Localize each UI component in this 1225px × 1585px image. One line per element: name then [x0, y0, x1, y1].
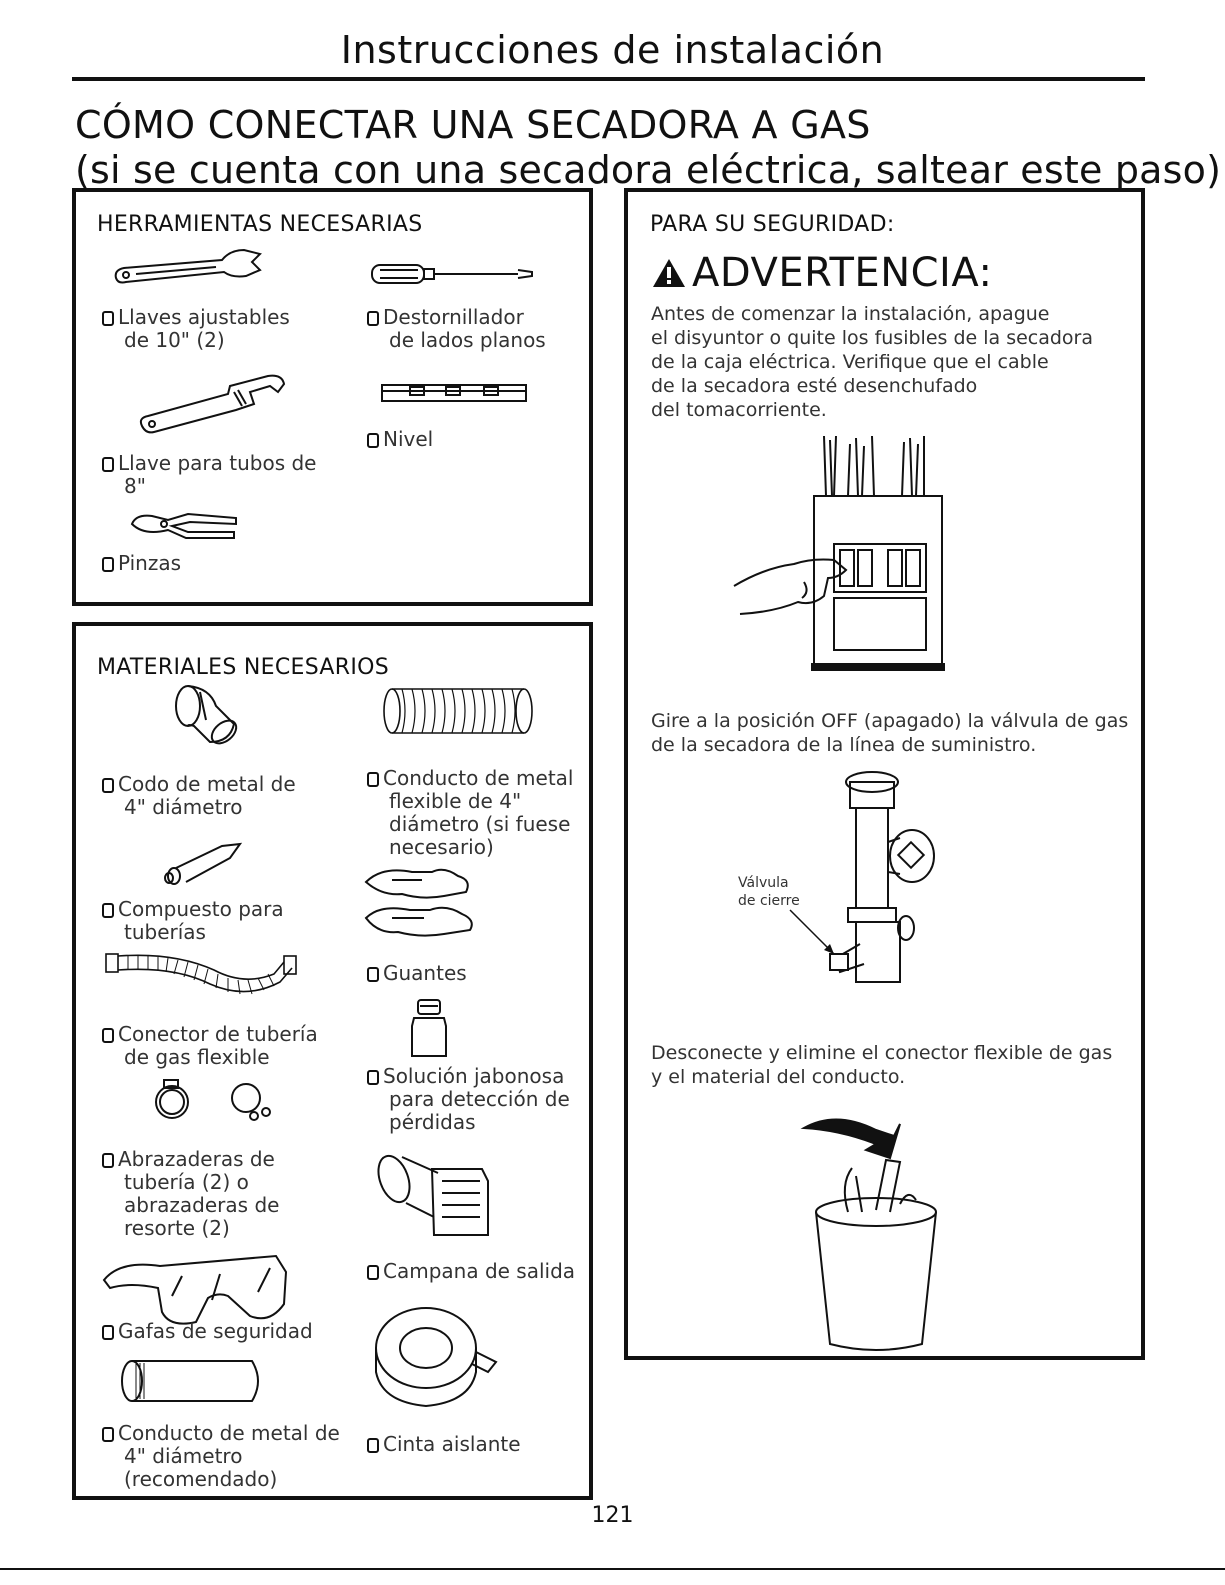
material-clamps [102, 1148, 279, 1240]
breaker-panel-hand-icon [734, 436, 948, 672]
item-label: Conector de tubería [118, 1022, 318, 1046]
item-label: tuberías [124, 920, 206, 944]
pliers-icon [128, 508, 240, 540]
checkbox-icon[interactable] [102, 1427, 114, 1442]
text-line: y el material del conducto. [651, 1066, 906, 1088]
item-label: Campana de salida [383, 1259, 576, 1283]
materials-heading: MATERIALES NECESARIOS [97, 655, 389, 680]
item-label: abrazaderas de [124, 1193, 280, 1217]
text-line: el disyuntor o quite los fusibles de la secadora [651, 327, 1094, 349]
item-label: Compuesto para [118, 897, 284, 921]
item-label: Abrazaderas de [118, 1147, 275, 1171]
pipe-compound-tube-icon [160, 842, 242, 886]
page-subtitle: (si se cuenta con una secadora eléctrica, saltear este paso) [75, 148, 1222, 192]
item-label: resorte (2) [124, 1216, 230, 1240]
warning-text [651, 302, 1093, 422]
material-safety-goggles [102, 1320, 313, 1343]
item-label: 8" [124, 474, 146, 498]
page-header-title: Instrucciones de instalación [340, 28, 885, 72]
text-line: de la secadora de la línea de suministro. [651, 734, 1037, 756]
soap-solution-bottle-icon [400, 996, 458, 1060]
item-label: Nivel [383, 427, 434, 451]
pipe-wrench-icon [138, 372, 288, 434]
item-label: Solución jabonosa [383, 1064, 565, 1088]
checkbox-icon[interactable] [102, 903, 114, 918]
checkbox-icon[interactable] [367, 433, 379, 448]
checkbox-icon[interactable] [367, 772, 379, 787]
flexible-gas-connector-icon [104, 950, 298, 1002]
safety-heading: PARA SU SEGURIDAD: [650, 212, 895, 237]
item-label: de 10" (2) [124, 328, 225, 352]
material-rigid-duct [102, 1422, 340, 1491]
item-label: Pinzas [118, 551, 182, 575]
text-line: Antes de comenzar la instalación, apague [651, 303, 1050, 325]
gas-valve-instruction [651, 709, 1128, 757]
material-gas-connector [102, 1023, 318, 1069]
item-label: Codo de metal de [118, 772, 296, 796]
item-label: Destornillador [383, 305, 524, 329]
text-line: de la secadora esté desenchufado [651, 375, 978, 397]
item-label: Guantes [383, 961, 467, 985]
material-flexible-duct [367, 767, 573, 859]
material-pipe-compound [102, 898, 284, 944]
checkbox-icon[interactable] [102, 778, 114, 793]
tool-pliers [102, 552, 181, 575]
item-label: tubería (2) o [124, 1170, 249, 1194]
checkbox-icon[interactable] [367, 967, 379, 982]
item-label: 4" diámetro [124, 1444, 243, 1468]
item-label: de gas flexible [124, 1045, 270, 1069]
gloves-icon [362, 866, 480, 938]
tool-adjustable-wrench [102, 306, 290, 352]
warning-title: ADVERTENCIA: [692, 250, 993, 296]
warning-triangle-icon [651, 257, 687, 289]
checkbox-icon[interactable] [102, 1325, 114, 1340]
disconnect-instruction [651, 1041, 1112, 1089]
item-label: Conducto de metal [383, 766, 574, 790]
adjustable-wrench-icon [112, 246, 262, 291]
checkbox-icon[interactable] [102, 1153, 114, 1168]
checkbox-icon[interactable] [102, 457, 114, 472]
tool-screwdriver [367, 306, 546, 352]
item-label: Llave para tubos de [118, 451, 317, 475]
screwdriver-icon [370, 262, 535, 286]
material-soap-solution [367, 1065, 570, 1134]
valve-callout-label [738, 874, 800, 910]
flexible-duct-icon [382, 686, 534, 736]
item-label: Gafas de seguridad [118, 1319, 313, 1343]
checkbox-icon[interactable] [102, 311, 114, 326]
page-title: CÓMO CONECTAR UNA SECADORA A GAS [75, 103, 871, 147]
text-line: Válvula [738, 875, 789, 891]
page-bottom-rule [0, 1568, 1225, 1570]
item-label: necesario) [389, 835, 494, 859]
trash-can-icon [796, 1104, 956, 1354]
item-label: Conducto de metal de [118, 1421, 340, 1445]
page-number: 121 [591, 1503, 634, 1528]
exhaust-hood-icon [372, 1145, 492, 1243]
checkbox-icon[interactable] [367, 1438, 379, 1453]
text-line: Gire a la posición OFF (apagado) la válvula de gas [651, 710, 1129, 732]
tool-pipe-wrench [102, 452, 316, 498]
item-label: flexible de 4" [389, 789, 522, 813]
checkbox-icon[interactable] [367, 1070, 379, 1085]
rigid-duct-icon [118, 1358, 266, 1404]
checkbox-icon[interactable] [367, 311, 379, 326]
material-exhaust-hood [367, 1260, 575, 1283]
checkbox-icon[interactable] [102, 557, 114, 572]
item-label: 4" diámetro [124, 795, 243, 819]
item-label: Llaves ajustables [118, 305, 290, 329]
item-label: Cinta aislante [383, 1432, 521, 1456]
level-icon [380, 382, 528, 404]
text-line: Desconecte y elimine el conector flexible de gas [651, 1042, 1113, 1064]
clamps-icon [150, 1078, 280, 1126]
tape-roll-icon [372, 1302, 502, 1412]
item-label: de lados planos [389, 328, 546, 352]
checkbox-icon[interactable] [102, 1028, 114, 1043]
checkbox-icon[interactable] [367, 1265, 379, 1280]
material-elbow [102, 773, 296, 819]
tools-heading: HERRAMIENTAS NECESARIAS [97, 212, 423, 237]
header-rule [72, 77, 1145, 81]
item-label: pérdidas [389, 1110, 476, 1134]
text-line: del tomacorriente. [651, 399, 827, 421]
item-label: diámetro (si fuese [389, 812, 571, 836]
text-line: de la caja eléctrica. Verifique que el cable [651, 351, 1049, 373]
material-gloves [367, 962, 467, 985]
safety-goggles-icon [100, 1252, 290, 1328]
item-label: (recomendado) [124, 1467, 278, 1491]
callout-arrow-icon [786, 906, 846, 966]
text-line: de cierre [738, 893, 800, 909]
item-label: para detección de [389, 1087, 570, 1111]
duct-elbow-icon [170, 684, 240, 746]
material-tape [367, 1433, 521, 1456]
tool-level [367, 428, 433, 451]
